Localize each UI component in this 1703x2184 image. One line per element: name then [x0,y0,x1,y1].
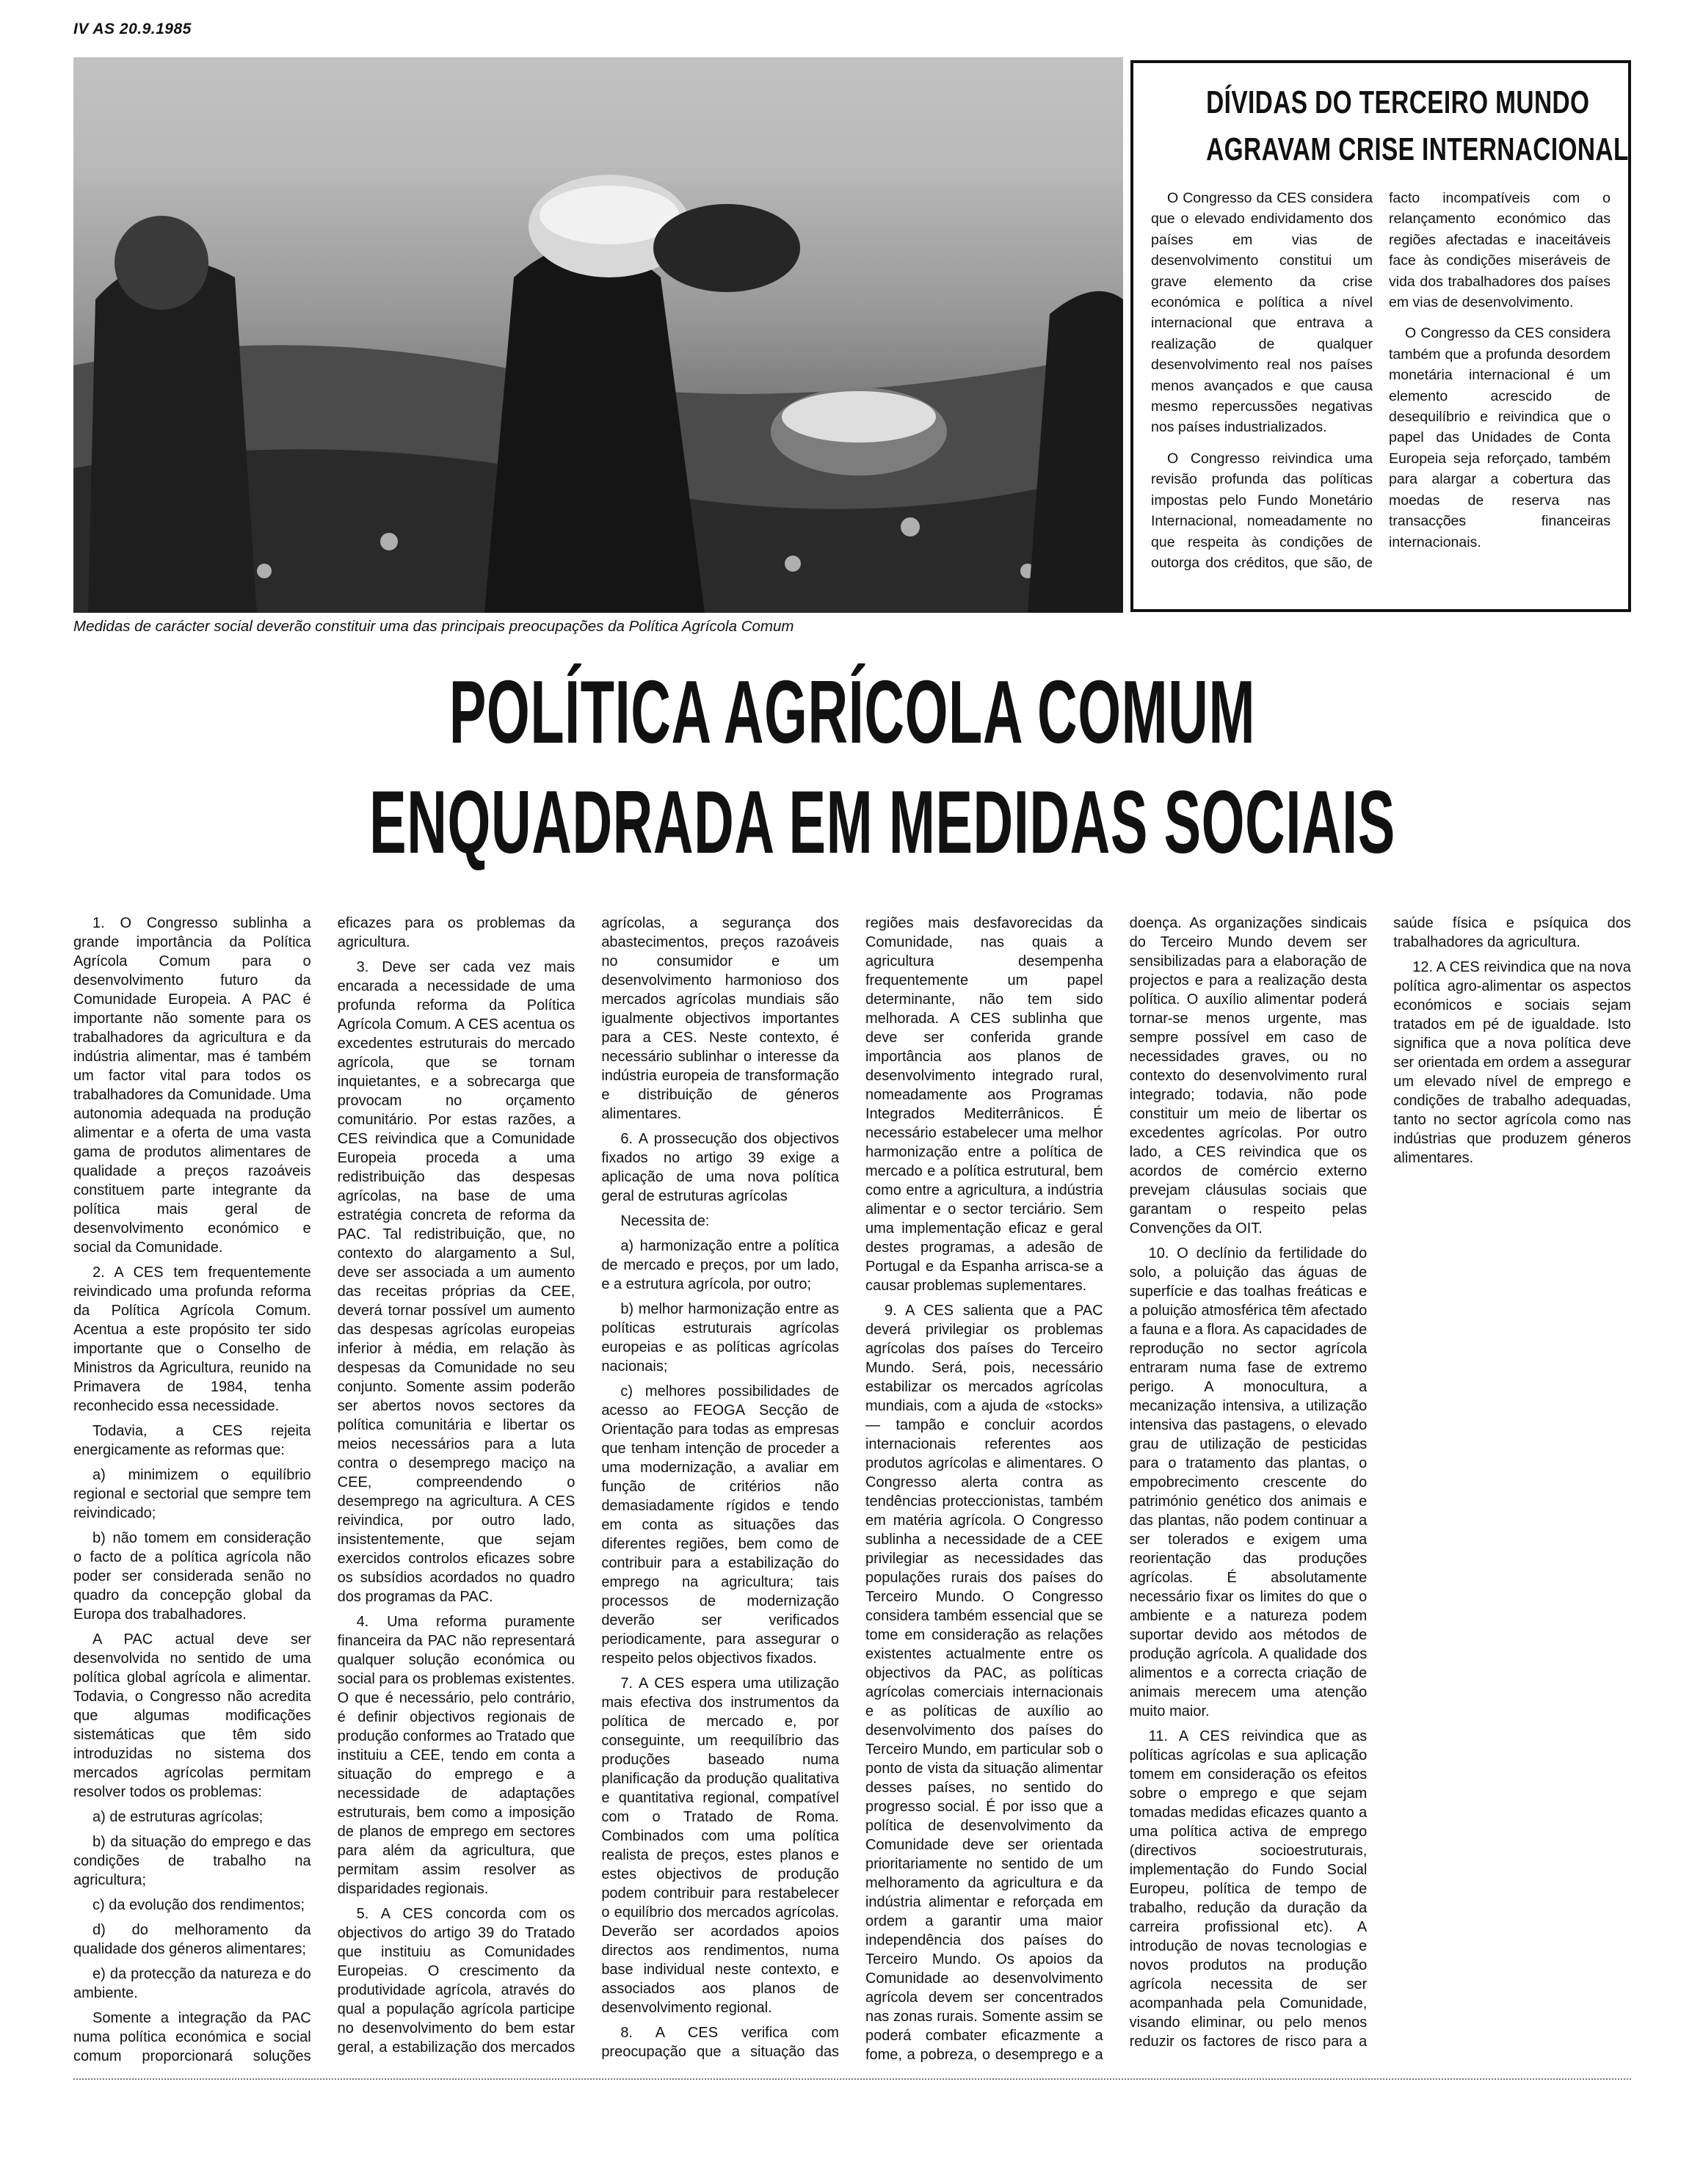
dateline: IV AS 20.9.1985 [73,21,192,37]
sidebar-paragraph: O Congresso reivindica uma revisão profunda das políticas impostas pelo Fundo Monetário Internacional, nomeadamente no que respeita às condições de outorga dos créditos, que são, de facto incompatíveis com o relançamento económico das regiões afectadas e inaceitáveis face às condições miseráveis de vida dos trabalhadores dos países em vias de desenvolvimento. [1151,190,1611,571]
article-paragraph: 3. Deve ser cada vez mais encarada a necessidade de uma profunda reforma da Política Agrícola Comum. A CES acentua os excedentes estruturais do mercado agrícola, que se tornam inquietantes, e a sobrecarga que provocam no orçamento comunitário. Por estas razões, a CES reivindica que a Comunidade Europeia proceda a uma redistribuição das despesas agrícolas, na base de uma estratégia concreta de reforma da PAC. Tal redistribuição, que, no contexto do alargamento a Sul, deve ser associada a um aumento das receitas próprias da CEE, deverá tornar possível um aumento das despesas agrícolas europeias inferior à média, em relação às despesas da Comunidade no seu conjunto. Somente assim poderão ser abertos novos sectores da política comunitária e libertar os meios necessários para a luta contra o desemprego maciço na CEE, compreendendo o desemprego na agricultura. A CES reivindica, por outro lado, insistentemente, que sejam exercidos controlos eficazes sobre os subsídios acordados no quadro dos programas da PAC. [337,959,575,1605]
sidebar-paragraph: O Congresso da CES considera que o elevado endividamento dos países em vias de desenvolvimento constitui um grave elemento da crise económica e política a nível internacional que entrava a realização de qualquer desenvolvimento real nos países menos avançados e que causa mesmo repercussões negativas nos países industrializados. [1151,190,1373,436]
article-body [73,914,1631,2066]
photo-caption: Medidas de carácter social deverão constituir uma das principais preocupações da Política Agrícola Comum [73,618,794,635]
article-paragraph: b) da situação do emprego e das condições de trabalho na agricultura; [73,1834,311,1888]
article-paragraph: 4. Uma reforma puramente financeira da PAC não representará qualquer solução económica ou social para os problemas existentes. O que é necessário, pelo contrário, é definir objectivos regionais de produção conformes ao Tratado que instituiu a CEE, tendo em conta a situação do emprego e a necessidade de adaptações estruturais, bem como a imposição de planos de emprego em sectores para além da agricultura, que permitam assim resolver as disparidades regionais. [337,1614,575,1897]
main-headline [73,657,1631,877]
bottom-rule [73,2078,1631,2080]
article-paragraph: 1. O Congresso sublinha a grande importância da Política Agrícola Comum para o desenvolvimento futuro da Comunidade Europeia. A PAC é importante não somente para os trabalhadores da agricultura e da indústria alimentar, mas é também um factor vital para todos os trabalhadores da Comunidade. Uma autonomia adequada na produção alimentar e a oferta de uma vasta gama de produtos alimentares de qualidade a preços razoáveis constituem parte integrante da política mais geral de desenvolvimento económico e social da Comunidade. [73,915,311,1256]
article-paragraph: a) minimizem o equilíbrio regional e sectorial que sempre tem reivindicado; [73,1467,311,1521]
article-paragraph: c) da evolução dos rendimentos; [92,1897,305,1913]
article-paragraph: Somente a integração da PAC numa política económica e social comum proporcionará soluções eficazes para os problemas da agricultura. [73,915,575,2064]
headline-line2: ENQUADRADA EM MEDIDAS SOCIAIS [369,772,1395,872]
article-paragraph: b) não tomem em consideração o facto de a política agrícola não poder ser considerada senão no quadro da concepção global da Europa dos trabalhadores. [73,1530,311,1623]
article-paragraph: 5. A CES concorda com os objectivos do artigo 39 do Tratado que instituiu as Comunidades Europeias. O crescimento da produtividade agrícola, através do qual a população agrícola participe no desenvolvimento do bem estar geral, a estabilização dos mercados agrícolas, a segurança dos abastecimentos, preços razoáveis no consumidor e um desenvolvimento harmonioso dos mercados agrícolas mundiais são igualmente objectivos importantes para a CES. Neste contexto, é necessário sublinhar o interesse da indústria europeia de transformação e distribuição de géneros alimentares. [337,915,839,2056]
article-paragraph: c) melhores possibilidades de acesso ao FEOGA Secção de Orientação para todas as empresas que tenham intenção de proceder a uma modernização, a avaliar em função de critérios não demasiadamente rígidos e tendo em conta as situações das diferentes regiões, bem como de contribuir para a estabilização do emprego na agricultura; tais processos de modernização deverão ser verificados periodicamente, para assegurar o respeito pelos objectivos fixados. [601,1383,839,1667]
article-paragraph: 8. A CES verifica com preocupação que a situação das regiões mais desfavorecidas da Comunidade, nas quais a agricultura desempenha frequentemente um papel determinante, não tem sido melhorada. A CES sublinha que deve ser conferida grande importância aos planos de desenvolvimento integrado rural, nomeadamente aos Programas Integrados Mediterrânicos. É necessário estabelecer uma melhor harmonização entre a política de mercado e a política estrutural, bem como entre a agricultura, a indústria alimentar e o sector terciário. Sem uma implementação eficaz e geral destes programas, a adesão de Portugal e da Espanha arrisca-se a causar problemas suplementares. [601,915,1103,2060]
article-paragraph: 11. A CES reivindica que as políticas agrícolas e sua aplicação tomem em consideração os efeitos sobre o emprego e que sejam tomadas medidas eficazes quanto a uma política activa de emprego (directivos socioestruturais, implementação do Fundo Social Europeu, política de tempo de trabalho, redução da duração da carreira profissional etc). A introdução de novas tecnologias e novos produtos na produção agrícola necessita de ser acompanhada pela Comunidade, visando eliminar, ou pelo menos reduzir os factores de risco para a saúde física e psíquica dos trabalhadores da agricultura. [1129,915,1631,2050]
article-paragraph: a) de estruturas agrícolas; [92,1809,264,1825]
sidebar-box [1130,60,1631,612]
sidebar-paragraph: O Congresso da CES considera também que a profunda desordem monetária internacional é um elemento acrescido de desequilíbrio e reivindica que o papel das Unidades de Conta Europeia seja reforçado, também para alargar a cobertura das moedas de reserva nas transacções financeiras internacionais. [1389,325,1611,550]
vineyard-harvest-photo [73,57,1123,613]
sidebar-title-line2: AGRAVAM CRISE INTERNACIONAL [1206,131,1629,167]
article-paragraph: b) melhor harmonização entre as políticas estruturais agrícolas europeias e as políticas agrícolas nacionais; [601,1301,839,1375]
article-paragraph: e) da protecção da natureza e do ambiente. [73,1966,311,2001]
article-paragraph: Todavia, a CES rejeita energicamente as reformas que: [73,1423,311,1458]
article-paragraph: d) do melhoramento da qualidade dos géneros alimentares; [73,1922,311,1957]
article-paragraph: 9. A CES salienta que a PAC deverá privilegiar os problemas agrícolas dos países do Terceiro Mundo. Será, pois, necessário estabilizar os mercados agrícolas mundiais, com a ajuda de «stocks» — tampão e concluir acordos internacionais referentes aos produtos agrícolas e alimentares. O Congresso alerta contra as tendências proteccionistas, também em matéria agrícola. O Congresso sublinha a necessidade de a CEE privilegiar as necessidades das populações rurais dos países do Terceiro Mundo. O Congresso considera também essencial que se tome em consideração as relações existentes actualmente entre os objectivos da PAC, as políticas agrícolas comerciais internacionais e as políticas de auxílio ao desenvolvimento dos países do Terceiro Mundo, em particular sob o ponto de vista da situação alimentar desses países, no sentido do progresso social. É por isso que a política de desenvolvimento da Comunidade deve ser orientada prioritariamente no sentido de um melhoramento da agricultura e da indústria alimentar e reforçada em ordem a garantir uma maior independência dos países do Terceiro Mundo. Os apoios da Comunidade ao desenvolvimento agrícola devem ser concentrados nas zonas rurais. Somente assim se poderá combater eficazmente a fome, a pobreza, o desemprego e a doença. As organizações sindicais do Terceiro Mundo devem ser sensibilizadas para a elaboração de projectos e para a realização desta política. O auxílio alimentar poderá tornar-se menos urgente, mas sempre possível em caso de necessidades graves, ou no contexto do desenvolvimento rural integrado; todavia, não pode constituir um meio de libertar os excedentes agrícolas. Por outro lado, a CES reivindica que os acordos de comércio externo prevejam cláusulas sociais que garantam o respeito pelas Convenções da OIT. [865,915,1368,2063]
article-paragraph: 2. A CES tem frequentemente reivindicado uma profunda reforma da Política Agrícola Comum. Acentua a este propósito ter sido importante que o Conselho de Ministros da Agricultura, reunido na Primavera de 1984, tenha reconhecido essa necessidade. [73,1264,311,1414]
article-paragraph: a) harmonização entre a política de mercado e preços, por um lado, e a estrutura agrícola, por outro; [601,1238,839,1292]
article-paragraph: Necessita de: [620,1213,710,1229]
article-paragraph: 10. O declínio da fertilidade do solo, a poluição das águas de superfície e das toalhas freáticas e a poluição atmosférica têm afectado a fauna e a flora. As capacidades de reprodução no sector agrícola entraram numa fase de extremo perigo. A monocultura, a mecanização intensiva, a utilização intensiva das pastagens, o elevado grau de utilização de pesticidas para o tratamento das plantas, o empobrecimento crescente do património genético dos animais e das plantas, não podem continuar a ser tolerados e exigem uma reorientação das produções agrícolas. É absolutamente necessário fixar os limites do que o ambiente e a natureza podem suportar devido aos métodos de produção agrícola. A qualidade dos alimentos e a correcta criação de animais merecem uma atenção muito maior. [1129,1245,1368,1719]
sidebar-text [1151,188,1611,573]
article-paragraph: 6. A prossecução dos objectivos fixados no artigo 39 exige a aplicação de uma nova política geral de estruturas agrícolas [601,1131,839,1204]
article-paragraph: 12. A CES reivindica que na nova política agro-alimentar os aspectos económicos e sociais sejam tratados em pé de igualdade. Isto significa que a nova política deve ser orientada em ordem a assegurar um elevado nível de emprego e condições de trabalho adequadas, tanto no sector agrícola como nas indústrias que produzem géneros alimentares. [1393,959,1631,1166]
headline-line1: POLÍTICA AGRÍCOLA COMUM [449,662,1256,762]
article-paragraph: A PAC actual deve ser desenvolvida no sentido de uma política global agrícola e alimentar. Todavia, o Congresso não acredita que algumas modificações sistemáticas que têm sido introduzidas no sistema dos mercados agrícolas permitam resolver todos os problemas: [73,1631,311,1800]
sidebar-title-line1: DÍVIDAS DO TERCEIRO MUNDO [1206,84,1590,120]
article-paragraph: 7. A CES espera uma utilização mais efectiva dos instrumentos da política de mercado e, por conseguinte, um reequilíbrio das produções baseado numa planificação da produção qualitativa e quantitativa regional, compatível com o Tratado de Roma. Combinados com uma política realista de preços, estes planos e estes objectivos de produção podem contribuir para restabelecer o equilíbrio dos mercados agrícolas. Deverão ser acordados apoios directos aos rendimentos, numa base individual neste contexto, e associados aos planos de desenvolvimento regional. [601,1675,839,2016]
